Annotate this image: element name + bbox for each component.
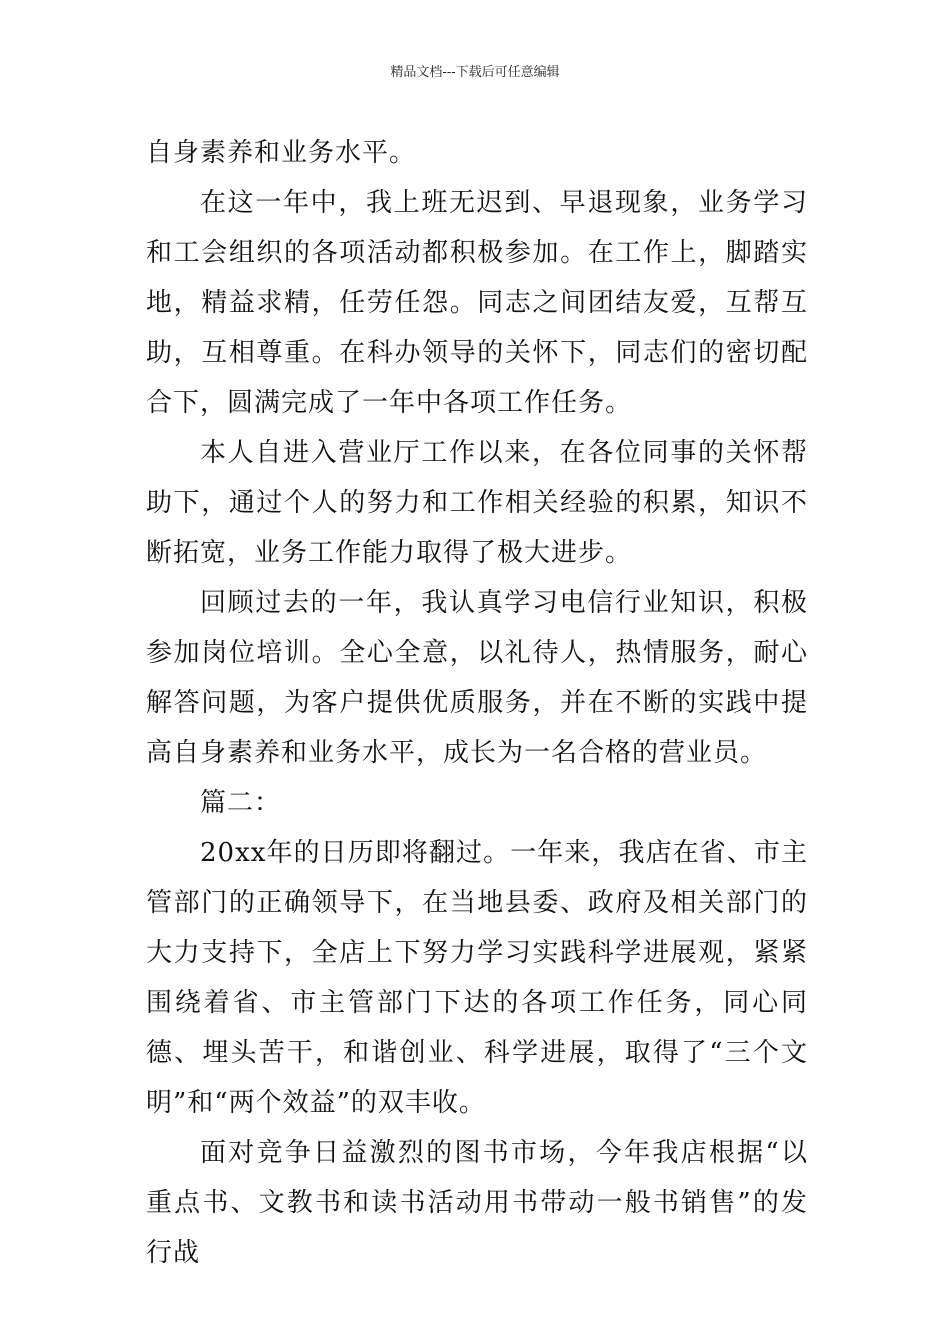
paragraph: 20xx年的日历即将翻过。一年来，我店在省、市主管部门的正确领导下，在当地县委、政府及相关部门的大力支持下，全店上下努力学习实践科学进展观，紧紧围绕着省、市主管部门下达的各项工作任务，同心同德、埋头苦干，和谐创业、科学进展，取得了“三个文明”和“两个效益”的双丰收。 [146,838,808,1118]
paragraph: 面对竞争日益激烈的图书市场，今年我店根据“以重点书、文教书和读书活动用书带动一般书销售”的发行战 [146,1138,808,1268]
paragraph-continuation: 自身素养和业务水平。 [146,138,417,168]
document-body [146,128,808,1278]
paragraph: 在这一年中，我上班无迟到、早退现象，业务学习和工会组织的各项活动都积极参加。在工作上，脚踏实地，精益求精，任劳任怨。同志之间团结友爱，互帮互助，互相尊重。在科办领导的关怀下，同志们的密切配合下，圆满完成了一年中各项工作任务。 [146,188,808,418]
page-header: 精品文档---下载后可任意编辑 [390,65,560,80]
section-heading: 篇二： [200,788,282,818]
paragraph: 回顾过去的一年，我认真学习电信行业知识，积极参加岗位培训。全心全意，以礼待人，热情服务，耐心解答问题，为客户提供优质服务，并在不断的实践中提高自身素养和业务水平，成长为一名合格的营业员。 [146,588,808,768]
paragraph: 本人自进入营业厅工作以来，在各位同事的关怀帮助下，通过个人的努力和工作相关经验的积累，知识不断拓宽，业务工作能力取得了极大进步。 [146,438,808,568]
